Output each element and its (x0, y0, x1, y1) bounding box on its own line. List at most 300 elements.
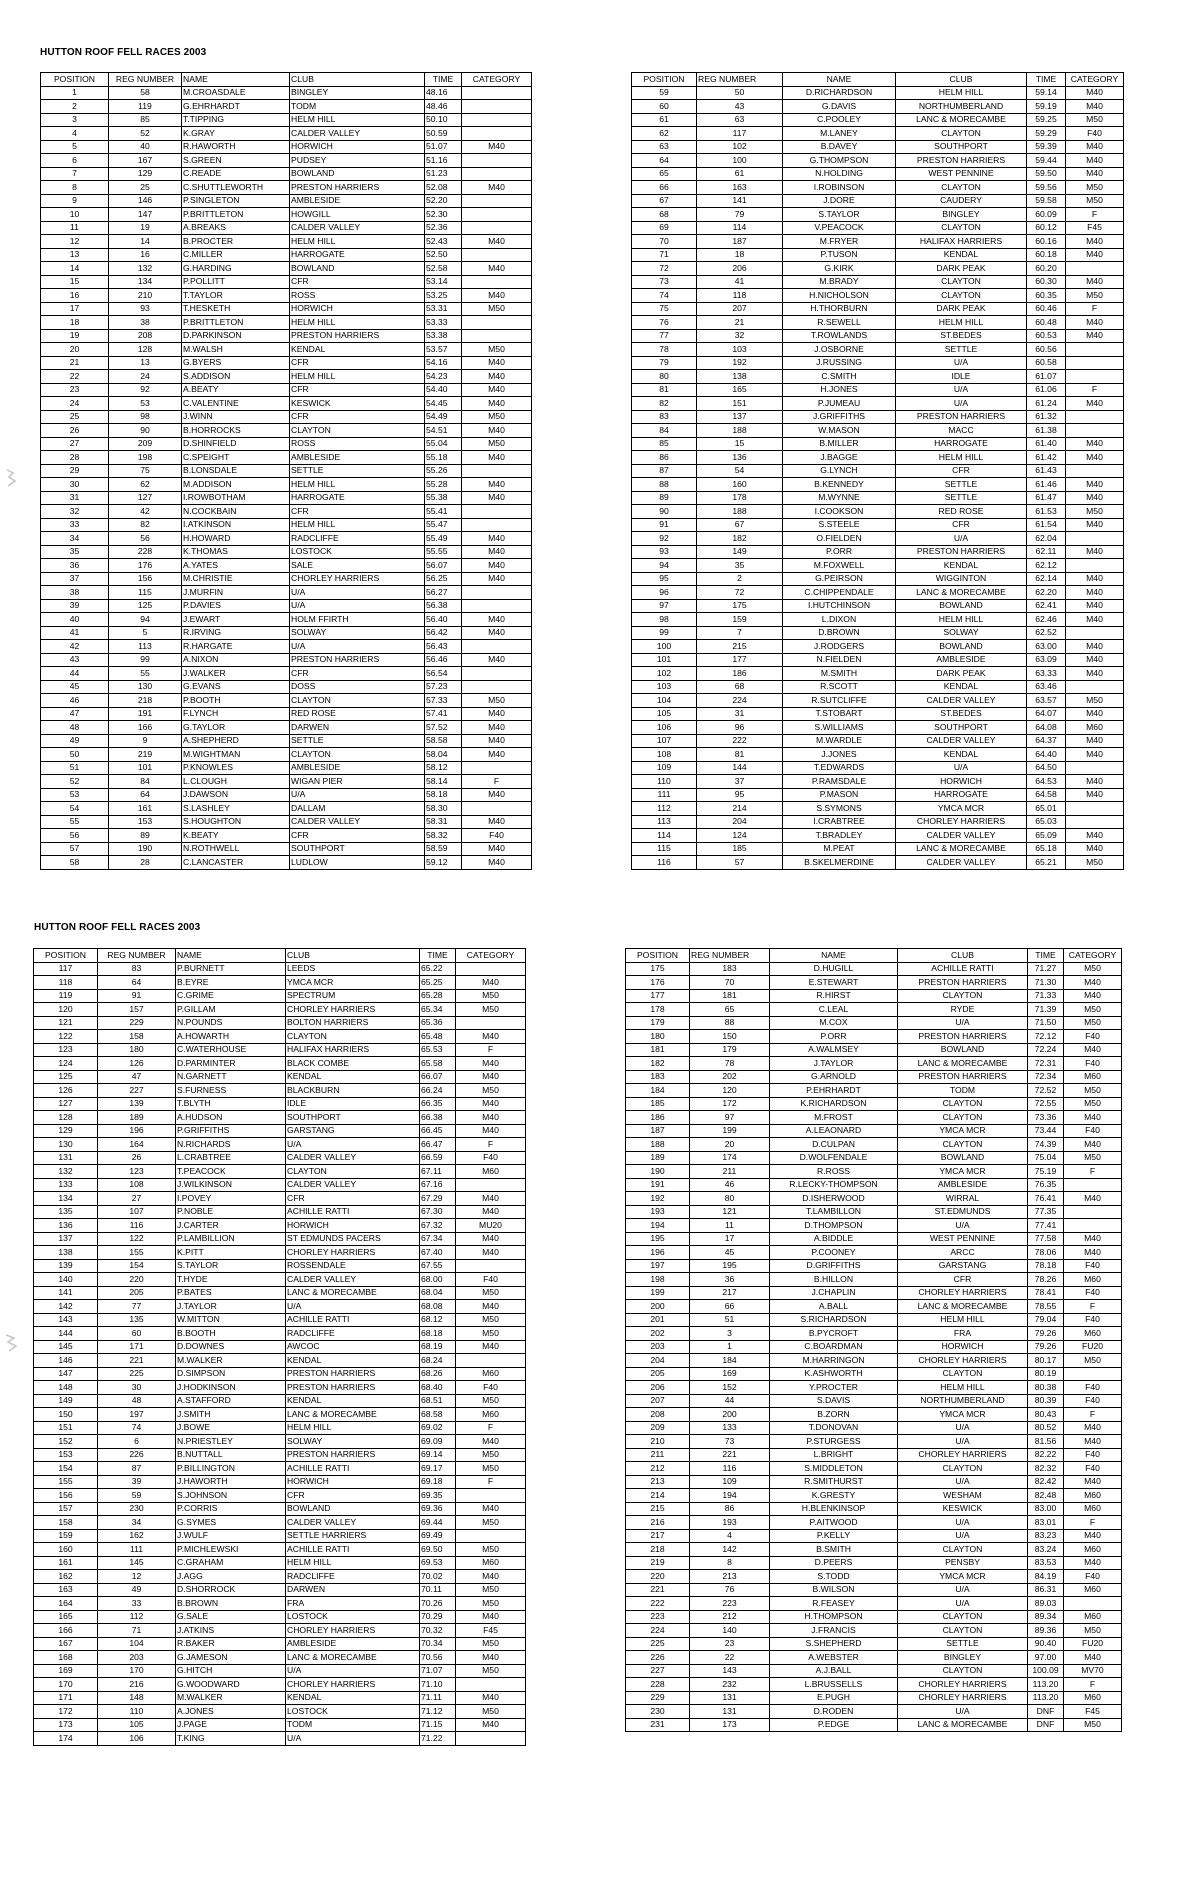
reg-number-cell: 156 (109, 572, 182, 586)
category-cell (456, 1259, 526, 1273)
reg-number-cell: 130 (109, 680, 182, 694)
time-cell: 67.30 (420, 1205, 456, 1219)
club-cell: AMBLESIDE (286, 1637, 420, 1651)
position-cell: 71 (632, 248, 697, 262)
reg-number-cell: 7 (697, 626, 783, 640)
category-cell (1066, 262, 1124, 276)
category-cell: M40 (456, 1232, 526, 1246)
time-cell: 55.47 (425, 518, 462, 532)
time-cell: 70.32 (420, 1624, 456, 1638)
header-position: POSITION (626, 949, 690, 963)
category-cell: M50 (456, 1003, 526, 1017)
category-cell: M40 (456, 1246, 526, 1260)
name-cell: P.BURNETT (176, 962, 286, 976)
table-row (626, 1138, 1122, 1152)
reg-number-cell: 81 (697, 748, 783, 762)
reg-number-cell: 158 (98, 1030, 176, 1044)
position-cell: 127 (34, 1097, 98, 1111)
name-cell: D.PEERS (770, 1556, 898, 1570)
category-cell: M40 (1064, 1232, 1122, 1246)
table-row (34, 1313, 526, 1327)
time-cell: 56.46 (425, 653, 462, 667)
name-cell: C.MILLER (182, 248, 290, 262)
reg-number-cell: 197 (98, 1408, 176, 1422)
position-cell: 155 (34, 1475, 98, 1489)
time-cell: DNF (1028, 1718, 1064, 1732)
club-cell: CALDER VALLEY (286, 1151, 420, 1165)
table-row (626, 1111, 1122, 1125)
time-cell: 80.52 (1028, 1421, 1064, 1435)
table-row (632, 761, 1124, 775)
category-cell (462, 518, 532, 532)
time-cell: 54.51 (425, 424, 462, 438)
time-cell: 59.29 (1027, 127, 1066, 141)
time-cell: 71.15 (420, 1718, 456, 1732)
header-name: NAME (176, 949, 286, 963)
club-cell: AWCOC (286, 1340, 420, 1354)
name-cell: S.SYMONS (783, 802, 896, 816)
time-cell: 57.33 (425, 694, 462, 708)
category-cell (456, 1732, 526, 1746)
club-cell: HORWICH (898, 1340, 1028, 1354)
club-cell: DOSS (290, 680, 425, 694)
name-cell: B.PYCROFT (770, 1327, 898, 1341)
category-cell: M40 (1066, 154, 1124, 168)
reg-number-cell: 213 (690, 1570, 770, 1584)
header-name: NAME (770, 949, 898, 963)
name-cell: M.WIGHTMAN (182, 748, 290, 762)
category-cell: M40 (456, 1691, 526, 1705)
name-cell: K.PITT (176, 1246, 286, 1260)
name-cell: S.WILLIAMS (783, 721, 896, 735)
category-cell: M40 (1064, 976, 1122, 990)
club-cell: PRESTON HARRIERS (290, 653, 425, 667)
table-row (626, 1421, 1122, 1435)
position-cell: 148 (34, 1381, 98, 1395)
table-row (34, 1016, 526, 1030)
table-row (632, 316, 1124, 330)
time-cell: 65.01 (1027, 802, 1066, 816)
table-row (34, 1219, 526, 1233)
position-cell: 83 (632, 410, 697, 424)
reg-number-cell: 114 (697, 221, 783, 235)
table-row (34, 1556, 526, 1570)
category-cell: F40 (1064, 1259, 1122, 1273)
reg-number-cell: 49 (98, 1583, 176, 1597)
category-cell: M50 (1066, 505, 1124, 519)
position-cell: 101 (632, 653, 697, 667)
category-cell: M40 (1066, 613, 1124, 627)
time-cell: 83.23 (1028, 1529, 1064, 1543)
time-cell: 57.52 (425, 721, 462, 735)
position-cell: 15 (41, 275, 109, 289)
position-cell: 219 (626, 1556, 690, 1570)
table-row (41, 370, 532, 384)
reg-number-cell: 193 (690, 1516, 770, 1530)
title-bottom: HUTTON ROOF FELL RACES 2003 (34, 922, 201, 933)
time-cell: 63.09 (1027, 653, 1066, 667)
name-cell: E.STEWART (770, 976, 898, 990)
reg-number-cell: 99 (109, 653, 182, 667)
club-cell: SOUTHPORT (896, 721, 1027, 735)
position-cell: 108 (632, 748, 697, 762)
name-cell: M.PEAT (783, 842, 896, 856)
time-cell: 68.40 (420, 1381, 456, 1395)
table-row (41, 127, 532, 141)
time-cell: 58.30 (425, 802, 462, 816)
table-row (626, 1381, 1122, 1395)
name-cell: A.BREAKS (182, 221, 290, 235)
reg-number-cell: 68 (697, 680, 783, 694)
club-cell: HELM HILL (896, 86, 1027, 100)
reg-number-cell: 220 (98, 1273, 176, 1287)
reg-number-cell: 165 (697, 383, 783, 397)
reg-number-cell: 131 (690, 1691, 770, 1705)
time-cell: 77.58 (1028, 1232, 1064, 1246)
club-cell: WEST PENNINE (896, 167, 1027, 181)
position-cell: 37 (41, 572, 109, 586)
name-cell: G.DAVIS (783, 100, 896, 114)
header-club: CLUB (286, 949, 420, 963)
reg-number-cell: 73 (690, 1435, 770, 1449)
position-cell: 199 (626, 1286, 690, 1300)
table-row (41, 343, 532, 357)
category-cell: M60 (1064, 1610, 1122, 1624)
position-cell: 92 (632, 532, 697, 546)
category-cell: F40 (1064, 1394, 1122, 1408)
time-cell: 63.00 (1027, 640, 1066, 654)
time-cell: 65.58 (420, 1057, 456, 1071)
table-row (632, 667, 1124, 681)
reg-number-cell: 154 (98, 1259, 176, 1273)
position-cell: 78 (632, 343, 697, 357)
name-cell: N.POUNDS (176, 1016, 286, 1030)
table-row (632, 491, 1124, 505)
reg-number-cell: 181 (690, 989, 770, 1003)
time-cell: 83.53 (1028, 1556, 1064, 1570)
category-cell: F (1066, 383, 1124, 397)
time-cell: 77.41 (1028, 1219, 1064, 1233)
position-cell: 46 (41, 694, 109, 708)
club-cell: HOLM FFIRTH (290, 613, 425, 627)
position-cell: 39 (41, 599, 109, 613)
position-cell: 227 (626, 1664, 690, 1678)
time-cell: 73.44 (1028, 1124, 1064, 1138)
name-cell: R.HARGATE (182, 640, 290, 654)
club-cell: WEST PENNINE (898, 1232, 1028, 1246)
table-row (34, 1057, 526, 1071)
reg-number-cell: 116 (98, 1219, 176, 1233)
position-cell: 35 (41, 545, 109, 559)
club-cell: CFR (896, 464, 1027, 478)
time-cell: 113.20 (1028, 1691, 1064, 1705)
position-cell: 210 (626, 1435, 690, 1449)
club-cell: U/A (898, 1475, 1028, 1489)
club-cell: U/A (896, 356, 1027, 370)
position-cell: 174 (34, 1732, 98, 1746)
time-cell: 55.26 (425, 464, 462, 478)
category-cell: M60 (456, 1408, 526, 1422)
category-cell (1066, 532, 1124, 546)
table-row (41, 262, 532, 276)
position-cell: 196 (626, 1246, 690, 1260)
reg-number-cell: 120 (690, 1084, 770, 1098)
time-cell: 69.09 (420, 1435, 456, 1449)
category-cell: F (1066, 208, 1124, 222)
reg-number-cell: 155 (98, 1246, 176, 1260)
category-cell: M40 (462, 181, 532, 195)
time-cell: 78.55 (1028, 1300, 1064, 1314)
table-row (632, 289, 1124, 303)
reg-number-cell: 217 (690, 1286, 770, 1300)
name-cell: D.RICHARDSON (783, 86, 896, 100)
club-cell: U/A (286, 1664, 420, 1678)
time-cell: 53.25 (425, 289, 462, 303)
name-cell: L.CLOUGH (182, 775, 290, 789)
name-cell: A.LEAONARD (770, 1124, 898, 1138)
category-cell: M40 (1066, 829, 1124, 843)
name-cell: S.TAYLOR (783, 208, 896, 222)
table-row (34, 1151, 526, 1165)
reg-number-cell: 59 (98, 1489, 176, 1503)
position-cell: 191 (626, 1178, 690, 1192)
table-row (626, 1124, 1122, 1138)
name-cell: P.BRITTLETON (182, 316, 290, 330)
reg-number-cell: 131 (690, 1705, 770, 1719)
category-cell: M40 (1066, 100, 1124, 114)
time-cell: 83.00 (1028, 1502, 1064, 1516)
time-cell: 71.12 (420, 1705, 456, 1719)
name-cell: R.SMITHURST (770, 1475, 898, 1489)
position-cell: 74 (632, 289, 697, 303)
name-cell: C.SPEIGHT (182, 451, 290, 465)
name-cell: V.PEACOCK (783, 221, 896, 235)
category-cell (462, 194, 532, 208)
table-row (626, 1097, 1122, 1111)
name-cell: C.CHIPPENDALE (783, 586, 896, 600)
category-cell (462, 316, 532, 330)
position-cell: 157 (34, 1502, 98, 1516)
reg-number-cell: 66 (690, 1300, 770, 1314)
position-cell: 16 (41, 289, 109, 303)
reg-number-cell: 98 (109, 410, 182, 424)
name-cell: M.WALSH (182, 343, 290, 357)
header-reg-number: REG NUMBER (697, 73, 783, 87)
reg-number-cell: 83 (98, 962, 176, 976)
club-cell: CFR (290, 383, 425, 397)
position-cell: 94 (632, 559, 697, 573)
header-row (626, 949, 1122, 963)
club-cell: CALDER VALLEY (286, 1178, 420, 1192)
reg-number-cell: 28 (109, 856, 182, 870)
time-cell: 113.20 (1028, 1678, 1064, 1692)
club-cell: HORWICH (286, 1219, 420, 1233)
category-cell (456, 1178, 526, 1192)
club-cell: MACC (896, 424, 1027, 438)
reg-number-cell: 30 (98, 1381, 176, 1395)
reg-number-cell: 185 (697, 842, 783, 856)
position-cell: 102 (632, 667, 697, 681)
category-cell: M40 (1064, 1111, 1122, 1125)
name-cell: J.DORE (783, 194, 896, 208)
position-cell: 90 (632, 505, 697, 519)
reg-number-cell: 27 (98, 1192, 176, 1206)
category-cell: M40 (1066, 734, 1124, 748)
category-cell: M40 (1066, 235, 1124, 249)
reg-number-cell: 227 (98, 1084, 176, 1098)
club-cell: AMBLESIDE (290, 451, 425, 465)
reg-number-cell: 34 (98, 1516, 176, 1530)
category-cell: M50 (1066, 181, 1124, 195)
header-club: CLUB (898, 949, 1028, 963)
club-cell: CLAYTON (286, 1030, 420, 1044)
name-cell: D.THOMPSON (770, 1219, 898, 1233)
club-cell: CALDER VALLEY (290, 127, 425, 141)
category-cell (462, 208, 532, 222)
time-cell: DNF (1028, 1705, 1064, 1719)
time-cell: 65.36 (420, 1016, 456, 1030)
category-cell: M50 (1064, 1354, 1122, 1368)
position-cell: 11 (41, 221, 109, 235)
time-cell: 51.23 (425, 167, 462, 181)
table-row (34, 1232, 526, 1246)
category-cell: M50 (456, 1583, 526, 1597)
category-cell: M40 (1066, 707, 1124, 721)
table-row (632, 721, 1124, 735)
reg-number-cell: 102 (697, 140, 783, 154)
position-cell: 135 (34, 1205, 98, 1219)
name-cell: P.GILLAM (176, 1003, 286, 1017)
time-cell: 82.32 (1028, 1462, 1064, 1476)
name-cell: T.STOBART (783, 707, 896, 721)
header-reg-number: REG NUMBER (98, 949, 176, 963)
position-cell: 1 (41, 86, 109, 100)
position-cell: 118 (34, 976, 98, 990)
category-cell: F40 (1064, 1448, 1122, 1462)
table-row (626, 1610, 1122, 1624)
name-cell: D.GRIFFITHS (770, 1259, 898, 1273)
reg-number-cell: 232 (690, 1678, 770, 1692)
time-cell: 80.17 (1028, 1354, 1064, 1368)
name-cell: P.KNOWLES (182, 761, 290, 775)
club-cell: BOWLAND (896, 599, 1027, 613)
reg-number-cell: 38 (109, 316, 182, 330)
table-row (632, 167, 1124, 181)
position-cell: 25 (41, 410, 109, 424)
category-cell: F40 (456, 1151, 526, 1165)
table-row (632, 748, 1124, 762)
position-cell: 200 (626, 1300, 690, 1314)
time-cell: 58.18 (425, 788, 462, 802)
table-row (626, 1232, 1122, 1246)
club-cell: HELM HILL (290, 370, 425, 384)
time-cell: 74.39 (1028, 1138, 1064, 1152)
name-cell: R.HAWORTH (182, 140, 290, 154)
reg-number-cell: 136 (697, 451, 783, 465)
category-cell: M50 (1064, 1003, 1122, 1017)
time-cell: 52.50 (425, 248, 462, 262)
table-row (34, 1462, 526, 1476)
table-row (34, 1043, 526, 1057)
category-cell: M50 (456, 1597, 526, 1611)
position-cell: 138 (34, 1246, 98, 1260)
table-row (632, 694, 1124, 708)
reg-number-cell: 207 (697, 302, 783, 316)
category-cell: M40 (462, 424, 532, 438)
club-cell: CFR (286, 1192, 420, 1206)
category-cell: FU20 (1064, 1637, 1122, 1651)
club-cell: CLAYTON (898, 989, 1028, 1003)
table-row (34, 1381, 526, 1395)
table-row (632, 640, 1124, 654)
category-cell: M40 (1066, 667, 1124, 681)
reg-number-cell: 103 (697, 343, 783, 357)
reg-number-cell: 176 (109, 559, 182, 573)
category-cell: M40 (1066, 316, 1124, 330)
reg-number-cell: 25 (109, 181, 182, 195)
position-cell: 20 (41, 343, 109, 357)
position-cell: 121 (34, 1016, 98, 1030)
time-cell: 58.14 (425, 775, 462, 789)
category-cell: M40 (456, 976, 526, 990)
reg-number-cell: 152 (690, 1381, 770, 1395)
position-cell: 184 (626, 1084, 690, 1098)
time-cell: 77.35 (1028, 1205, 1064, 1219)
table-row (34, 1003, 526, 1017)
table-row (626, 1286, 1122, 1300)
club-cell: CALDER VALLEY (286, 1273, 420, 1287)
category-cell (456, 1354, 526, 1368)
position-cell: 19 (41, 329, 109, 343)
reg-number-cell: 107 (98, 1205, 176, 1219)
club-cell: YMCA MCR (898, 1570, 1028, 1584)
reg-number-cell: 129 (109, 167, 182, 181)
category-cell: M40 (1064, 1651, 1122, 1665)
club-cell: HALIFAX HARRIERS (286, 1043, 420, 1057)
position-cell: 225 (626, 1637, 690, 1651)
time-cell: 100.09 (1028, 1664, 1064, 1678)
name-cell: P.COONEY (770, 1246, 898, 1260)
club-cell: SOLWAY (286, 1435, 420, 1449)
category-cell: M40 (456, 1124, 526, 1138)
table-row (632, 410, 1124, 424)
position-cell: 161 (34, 1556, 98, 1570)
table-row (34, 1192, 526, 1206)
reg-number-cell: 224 (697, 694, 783, 708)
table-row (34, 1354, 526, 1368)
time-cell: 65.28 (420, 989, 456, 1003)
table-row (632, 140, 1124, 154)
club-cell: CLAYTON (898, 1610, 1028, 1624)
category-cell: M50 (456, 1286, 526, 1300)
club-cell: NORTHUMBERLAND (898, 1394, 1028, 1408)
reg-number-cell: 192 (697, 356, 783, 370)
position-cell: 197 (626, 1259, 690, 1273)
table-row (626, 1664, 1122, 1678)
time-cell: 64.50 (1027, 761, 1066, 775)
table-row (626, 1502, 1122, 1516)
reg-number-cell: 18 (697, 248, 783, 262)
position-cell: 193 (626, 1205, 690, 1219)
category-cell: M50 (1064, 1718, 1122, 1732)
name-cell: T.DONOVAN (770, 1421, 898, 1435)
table-row (632, 775, 1124, 789)
table-row (34, 1435, 526, 1449)
table-row (632, 626, 1124, 640)
table-row (632, 397, 1124, 411)
time-cell: 60.09 (1027, 208, 1066, 222)
category-cell (462, 505, 532, 519)
